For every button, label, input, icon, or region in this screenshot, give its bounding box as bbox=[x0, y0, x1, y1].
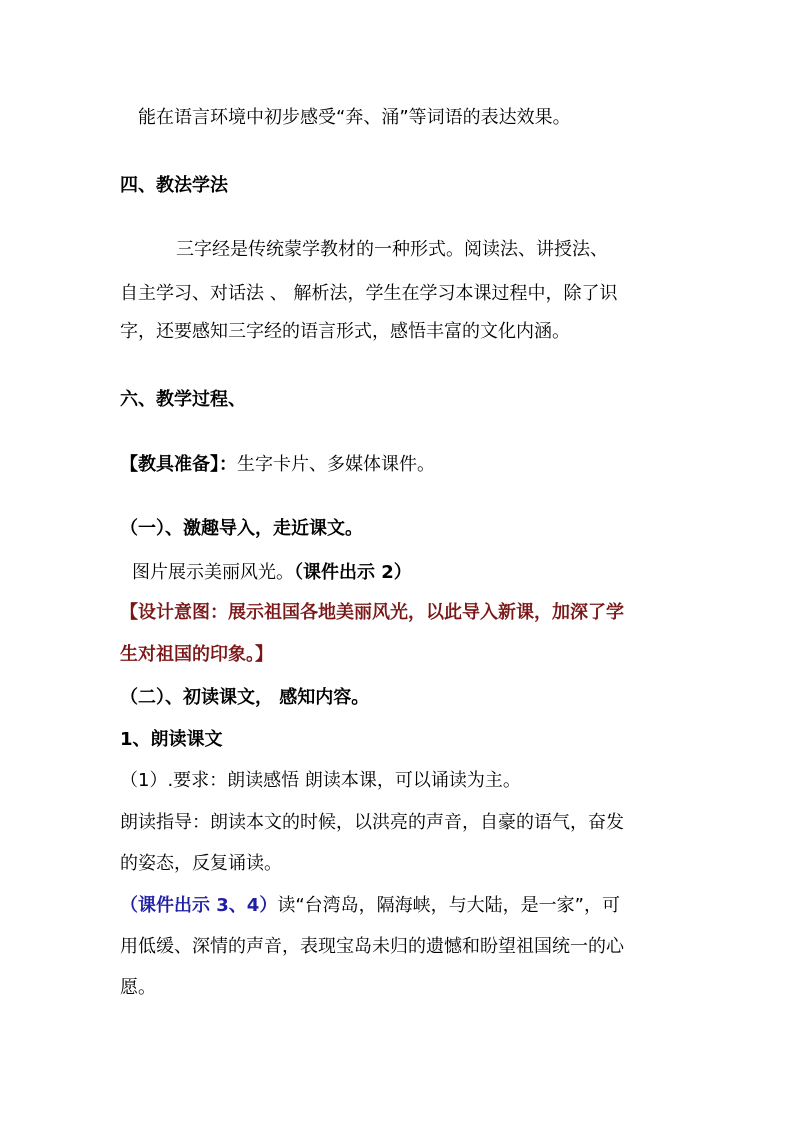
section-heading-4: 四、教法学法 bbox=[120, 175, 228, 196]
paragraph-line-2: 自主学习、对话法 、 解析法，学生在学习本课过程中，除了识 bbox=[120, 283, 618, 304]
requirement-line: （1）.要求：朗读感悟 朗读本课，可以诵读为主。 bbox=[120, 770, 521, 791]
guidance-line-1: 朗读指导：朗读本文的时候，以洪亮的声音，自豪的语气，奋发 bbox=[120, 812, 624, 833]
reading-line-1 bbox=[120, 894, 620, 918]
reading-text-1: 读“台湾岛，隔海峡，与大陆，是一家”，可 bbox=[277, 895, 620, 916]
picture-text: 图片展示美丽风光。 bbox=[132, 562, 294, 583]
teaching-tools-label: 【教具准备】： bbox=[120, 454, 237, 475]
paragraph-line-1: 三字经是传统蒙学教材的一种形式。阅读法、讲授法、 bbox=[176, 239, 608, 260]
guidance-line-2: 的姿态，反复诵读。 bbox=[120, 853, 282, 874]
paragraph-line-3: 字，还要感知三字经的语言形式，感悟丰富的文化内涵。 bbox=[120, 321, 570, 342]
numbered-heading-1: 1、朗读课文 bbox=[120, 729, 223, 750]
teaching-tools-line bbox=[120, 453, 435, 477]
reading-line-3: 愿。 bbox=[120, 977, 156, 998]
objective-line: 能在语言环境中初步感受“奔、涌”等词语的表达效果。 bbox=[138, 107, 571, 128]
picture-line bbox=[132, 561, 412, 585]
design-intent-line-1: 【设计意图：展示祖国各地美丽风光，以此导入新课，加深了学 bbox=[120, 602, 624, 623]
teaching-tools-text: 生字卡片、多媒体课件。 bbox=[237, 454, 435, 475]
reading-line-2: 用低缓、深情的声音，表现宝岛未归的遗憾和盼望祖国统一的心 bbox=[120, 936, 624, 957]
design-intent-line-2: 生对祖国的印象。】 bbox=[120, 644, 273, 665]
subsection-1-heading: （一）、激趣导入，走近课文。 bbox=[120, 518, 363, 539]
courseware-ref-2: （课件出示 2） bbox=[294, 562, 412, 583]
subsection-2-heading: （二）、初读课文， 感知内容。 bbox=[120, 687, 370, 708]
courseware-ref-3-4: （课件出示 3、4） bbox=[120, 895, 278, 916]
section-heading-6: 六、教学过程、 bbox=[120, 389, 246, 410]
